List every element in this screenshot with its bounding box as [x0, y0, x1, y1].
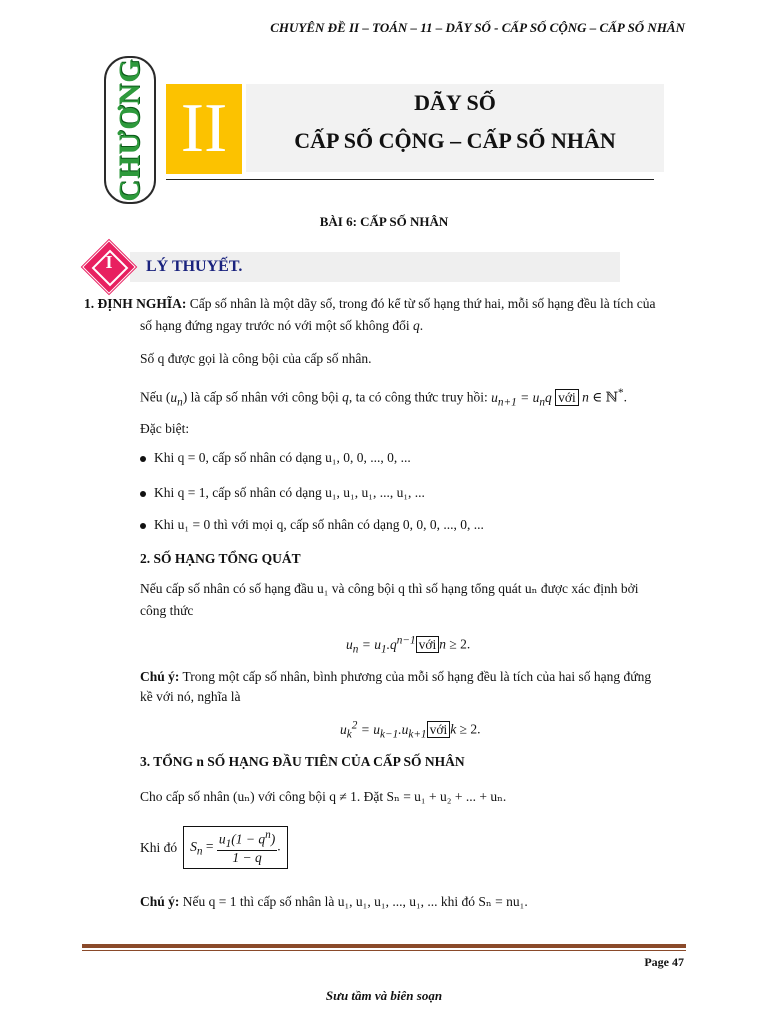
bullet-text-1: Khi q = 0, cấp số nhân có dạng u₁, 0, 0, ..., 0, ... [154, 450, 411, 465]
recurrence-mid2: , ta có công thức truy hồi: [348, 389, 492, 405]
bullet-item-3 [140, 518, 484, 532]
definition-line2: số hạng đứng ngay trước nó với một số không đổi q. [140, 318, 424, 333]
note1-line2: kề với nó, nghĩa là [140, 689, 241, 704]
chapter-title-line2: CẤP SỐ CỘNG – CẤP SỐ NHÂN [294, 128, 616, 153]
sum-formula-box: $S_n$ = $\frac{u_1(1 - q^n)}{1 - q}$ . [183, 826, 287, 869]
section2-text1: Nếu cấp số nhân có số hạng đầu u₁ và công bội q thì số hạng tổng quát uₙ được xác định bởi [140, 581, 639, 596]
bullet-icon [140, 456, 146, 462]
bullet-icon [140, 523, 146, 529]
note2-label: Chú ý: [140, 894, 180, 909]
chapter-numeral: II [180, 90, 228, 167]
recurrence-mid: là cấp số nhân với công bội [187, 389, 343, 405]
voi-box: với [555, 389, 579, 406]
bullet-icon [140, 491, 146, 497]
general-term-formula: $u_n = u_1.q^{n-1}$ với n ≥ 2. [346, 634, 471, 656]
sum-formula-line [140, 826, 288, 869]
footer-credit: Sưu tầm và biên soạn [325, 988, 443, 1003]
section3-title: 3. TỔNG n SỐ HẠNG ĐẦU TIÊN CỦA CẤP SỐ NHÂN [140, 754, 465, 769]
recurrence-pre: Nếu [140, 389, 166, 405]
voi-box: với [416, 636, 440, 653]
ratio-text: Số q được gọi là công bội của cấp số nhân. [140, 351, 372, 366]
section2-text2: công thức [140, 603, 194, 618]
voi-box: với [427, 721, 451, 738]
note1-text: Trong một cấp số nhân, bình phương của mỗi số hạng đều là tích của hai số hạng đứng [179, 669, 652, 684]
footer-rule-thin [82, 950, 686, 951]
chapter-badge [104, 56, 156, 204]
footer-rule-thick [82, 944, 686, 948]
chapter-numeral-box [166, 84, 242, 174]
section-title: LÝ THUYẾT. [146, 258, 243, 275]
bullet-text-3: Khi u₁ = 0 thì với mọi q, cấp số nhân có dạng 0, 0, 0, ..., 0, ... [154, 517, 484, 532]
definition-text: Cấp số nhân là một dãy số, trong đó kể từ số hạng thứ hai, mỗi số hạng đều là tích của [186, 296, 656, 311]
section-numeral: I [105, 252, 113, 272]
special-label: Đặc biệt: [140, 421, 190, 436]
lesson-title: BÀI 6: CẤP SỐ NHÂN [319, 214, 449, 229]
note1-line1 [140, 670, 651, 684]
page-number: Page 47 [644, 955, 684, 969]
bullet-item-1 [140, 451, 411, 465]
square-formula: $u_k^2 = u_{k-1}.u_{k+1}$ với k ≥ 2. [340, 719, 481, 741]
recurrence-line: Nếu $(u_n)$ là cấp số nhân với công bội q, ta có công thức truy hồi: $u_{n+1} = u_nq$ với n ∈ ℕ*. [140, 387, 627, 409]
running-header: CHUYÊN ĐỀ II – TOÁN – 11 – DÃY SỐ - CẤP SỐ CỘNG – CẤP SỐ NHÂN [270, 20, 685, 35]
note1-label: Chú ý: [140, 669, 180, 684]
definition-line1 [84, 297, 655, 311]
definition-text-cont: số hạng đứng ngay trước nó với một số không đổi [140, 318, 414, 333]
note2-text: Nếu q = 1 thì cấp số nhân là u₁, u₁, u₁, ..., u₁, ... khi đó Sₙ = nu₁. [179, 894, 528, 909]
bullet-item-2 [140, 486, 425, 500]
khi-do-label: Khi đó [140, 839, 178, 855]
definition-label: 1. ĐỊNH NGHĨA: [84, 296, 187, 311]
section3-text: Cho cấp số nhân (uₙ) với công bội q ≠ 1. Đặt Sₙ = u₁ + u₂ + ... + uₙ. [140, 789, 507, 804]
section2-title: 2. SỐ HẠNG TỔNG QUÁT [140, 551, 301, 566]
note2-line [140, 895, 528, 909]
bullet-text-2: Khi q = 1, cấp số nhân có dạng u₁, u₁, u₁, ..., u₁, ... [154, 485, 425, 500]
title-divider [166, 179, 654, 180]
chapter-label: CHƯƠNG [113, 58, 146, 202]
chapter-title-line1: DÃY SỐ [414, 90, 496, 115]
